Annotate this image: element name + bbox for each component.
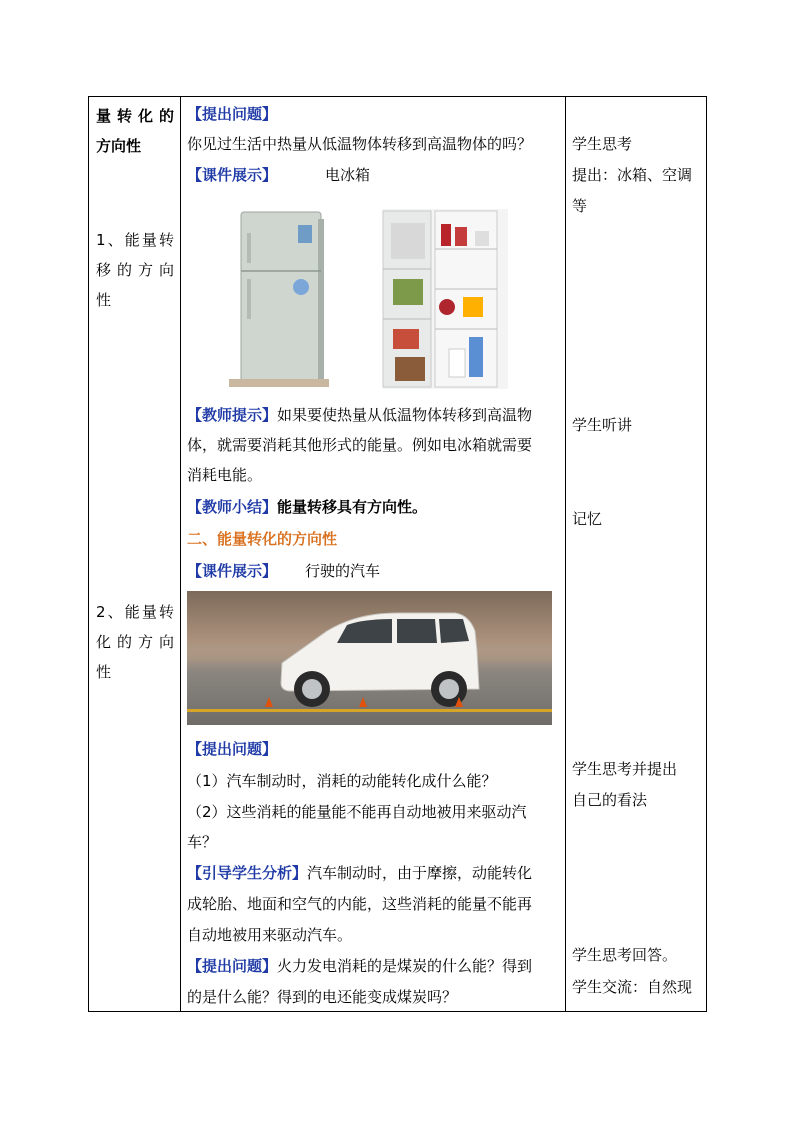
- guide-l2: 成轮胎、地面和空气的内能，这些消耗的能量不能再: [187, 895, 533, 913]
- tag-raise-question-2: 【提出问题】: [187, 740, 278, 758]
- student-activity-raise-l2: 等: [572, 197, 588, 215]
- topic-cell: 量转化的 方向性: [96, 107, 174, 155]
- teacher-hint-l1: 【教师提示】如果要使热量从低温物体转移到高温物: [187, 406, 533, 424]
- guide-l3: 自动地被用来驱动汽车。: [187, 926, 353, 944]
- open-fridge: [383, 209, 508, 389]
- tag-raise-question: 【提出问题】: [187, 105, 278, 123]
- car-image: [187, 591, 552, 725]
- section-heading: 二、能量转化的方向性: [187, 530, 338, 548]
- teacher-summary: 【教师小结】能量转移具有方向性。: [187, 498, 428, 516]
- courseware-fridge-line: 【课件展示】 电冰箱: [187, 166, 371, 184]
- column-divider-2: [565, 97, 566, 1011]
- question-3-l2: 的是什么能？得到的电还能变成煤炭吗？: [187, 988, 458, 1006]
- subtopic-1: 1、能量转 移的方向 性: [96, 231, 174, 309]
- student-activity-raise: 提出：冰箱、空调: [572, 166, 693, 184]
- student-activity-memorize: 记忆: [572, 510, 603, 528]
- student-activity-opinion-l1: 学生思考并提出: [572, 760, 678, 778]
- question-2-1: （1）汽车制动时，消耗的动能转化成什么能？: [187, 772, 497, 790]
- student-activity-discuss: 学生交流：自然现: [572, 978, 693, 996]
- question-3-l1: 【提出问题】火力发电消耗的是煤炭的什么能？得到: [187, 957, 533, 975]
- student-activity-think: 学生思考: [572, 135, 633, 153]
- fridge-image: [213, 209, 508, 389]
- student-activity-listen: 学生听讲: [572, 416, 633, 434]
- question-text: 你见过生活中热量从低温物体转移到高温物体的吗？: [187, 135, 533, 153]
- closed-fridge: [229, 212, 329, 387]
- teacher-hint-l3: 消耗电能。: [187, 466, 263, 484]
- student-activity-opinion-l2: 自己的看法: [572, 791, 648, 809]
- courseware-car-line: 【课件展示】 行驶的汽车: [187, 562, 381, 580]
- student-activity-answer: 学生思考回答。: [572, 946, 678, 964]
- question-2-2-l1: （2）这些消耗的能量能不能再自动地被用来驱动汽: [187, 803, 527, 821]
- guide-l1: 【引导学生分析】汽车制动时，由于摩擦，动能转化: [187, 864, 533, 882]
- lesson-table: [88, 96, 707, 1012]
- question-2-2-l2: 车？: [187, 833, 218, 851]
- subtopic-2: 2、能量转 化的方向 性: [96, 603, 174, 681]
- teacher-hint-l2: 体，就需要消耗其他形式的能量。例如电冰箱就需要: [187, 436, 533, 454]
- column-divider-1: [180, 97, 181, 1011]
